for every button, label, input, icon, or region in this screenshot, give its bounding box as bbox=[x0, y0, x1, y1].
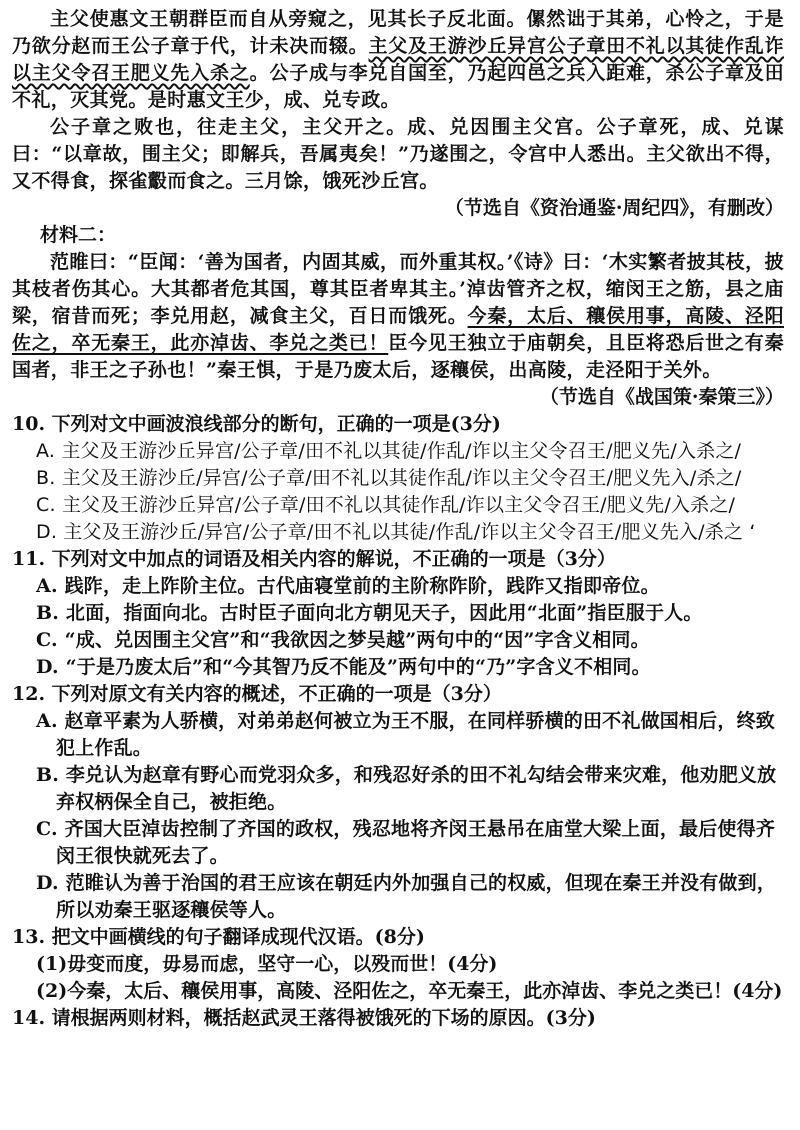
material2-label: 材料二： bbox=[40, 224, 117, 246]
q11-option-a: A. 践阼，走上阼阶主位。古代庙寝堂前的主阶称阼阶，践阼又指即帝位。 bbox=[36, 575, 660, 597]
q10-option-b: B. 主父及王游沙丘/异宫/公子章/田不礼以其徒作乱/诈以主父令召王/肥义先入/杀之/ bbox=[36, 467, 742, 489]
q12-option-c: C. 齐国大臣淖齿控制了齐国的政权，残忍地将齐闵王悬吊在庙堂大梁上面，最后使得齐闵王很快就死去了。 bbox=[36, 818, 776, 867]
passage1-text-a: 主父使惠文王朝群臣而自从旁窥之，见其长子反北面。傫然诎于其弟，心怜之，于是乃欲分赵而王公子章于代，计未决而辍。 bbox=[12, 8, 784, 57]
question-12-stem: 12. 下列对原文有关内容的概述，不正确的一项是（3分） bbox=[12, 683, 502, 705]
q13-item-1: (1)毋变而度，毋易而虑，坚守一心，以殁而世！(4分) bbox=[36, 953, 498, 975]
q10-option-a: A. 主父及王游沙丘异宫/公子章/田不礼以其徒/作乱/诈以主父令召王/肥义先/入杀之/ bbox=[36, 440, 742, 462]
passage2-text-a: 范睢曰：“臣闻：‘善为国者，内固其威，而外重其权。’《诗》曰：‘木实繁者披其枝，披其枝者伤其心。大其都者危其国，尊其臣者卑其主。’淖齿管齐之权，缩闵王之筋，县之庙梁，宿昔而死；李兑用赵，减食主父，百日而饿死。 bbox=[12, 251, 784, 327]
q11-option-d: D. “于是乃废太后”和“今其智乃反不能及”两句中的“乃”字含义不相同。 bbox=[36, 656, 651, 678]
passage1-paragraph1 bbox=[12, 6, 784, 114]
q12-option-d: D. 范睢认为善于治国的君王应该在朝廷内外加强自己的权威，但现在秦王并没有做到，所以劝秦王驱逐穰侯等人。 bbox=[36, 872, 777, 921]
q10-option-d: D. 主父及王游沙丘/异宫/公子章/田不礼以其徒/作乱/诈以主父令召王/肥义先入/杀之 ‘ bbox=[36, 521, 756, 543]
question-13-stem: 13. 把文中画横线的句子翻译成现代汉语。(8分) bbox=[12, 926, 425, 948]
q10-option-c: C. 主父及王游沙丘异宫/公子章/田不礼以其徒作乱/诈以主父令召王/肥义先/入杀之/ bbox=[36, 494, 736, 516]
passage1-text-b: 。公子成与李兑自国至，乃起四邑之兵入距难，杀公子章及田不礼，灭其党。是时惠文王少，成、兑专政。 bbox=[12, 62, 784, 111]
q11-option-b: B. 北面，指面向北。古时臣子面向北方朝见天子，因此用“北面”指臣服于人。 bbox=[36, 602, 703, 624]
question-14-stem: 14. 请根据两则材料，概括赵武灵王落得被饿死的下场的原因。(3分) bbox=[12, 1007, 596, 1029]
underlined-sentence: 今秦，太后、穰侯用事，高陵、泾阳佐之，卒无秦王，此亦淖齿、李兑之类已！ bbox=[12, 305, 785, 354]
passage2-paragraph bbox=[12, 249, 784, 384]
passage2-source: （节选自《战国策·秦策三》） bbox=[539, 386, 784, 408]
q12-option-a: A. 赵章平素为人骄横，对弟弟赵何被立为王不服，在同样骄横的田不礼做国相后，终致犯上作乱。 bbox=[36, 710, 775, 759]
passage1-paragraph2: 公子章之败也，往走主父，主父开之。成、兑因围主父宫。公子章死，成、兑谋曰：“以章故，围主父；即解兵，吾属夷矣！”乃遂围之，令宫中人悉出。主父欲出不得，又不得食，探雀鷇而食之。三月馀，饿死沙丘宫。 bbox=[12, 116, 784, 192]
passage1-source: （节选自《资治通鉴·周纪四》，有删改） bbox=[444, 197, 784, 219]
q12-option-b: B. 李兑认为赵章有野心而党羽众多，和残忍好杀的田不礼勾结会带来灾难，他劝肥义放弃权柄保全自己，被拒绝。 bbox=[36, 764, 777, 813]
passage2-text-b: 臣今见王独立于庙朝矣，且臣将恐后世之有秦国者，非王之子孙也！”秦王惧，于是乃废太后，逐穰侯，出高陵，走泾阳于关外。 bbox=[12, 332, 784, 381]
q11-option-c: C. “成、兑因围主父宫”和“我欲因之梦吴越”两句中的“因”字含义相同。 bbox=[36, 629, 650, 651]
question-11-stem: 11. 下列对文中加点的词语及相关内容的解说，不正确的一项是（3分） bbox=[12, 548, 616, 570]
question-10-stem: 10. 下列对文中画波浪线部分的断句，正确的一项是(3分) bbox=[12, 413, 501, 435]
wavy-underlined-sentence: 主父及王游沙丘异宫公子章田不礼以其徒作乱诈以主父令召王肥义先入杀之 bbox=[12, 35, 785, 84]
q13-item-2: (2)今秦，太后、穰侯用事，高陵、泾阳佐之，卒无秦王，此亦淖齿、李兑之类已！(4分) bbox=[36, 980, 783, 1002]
